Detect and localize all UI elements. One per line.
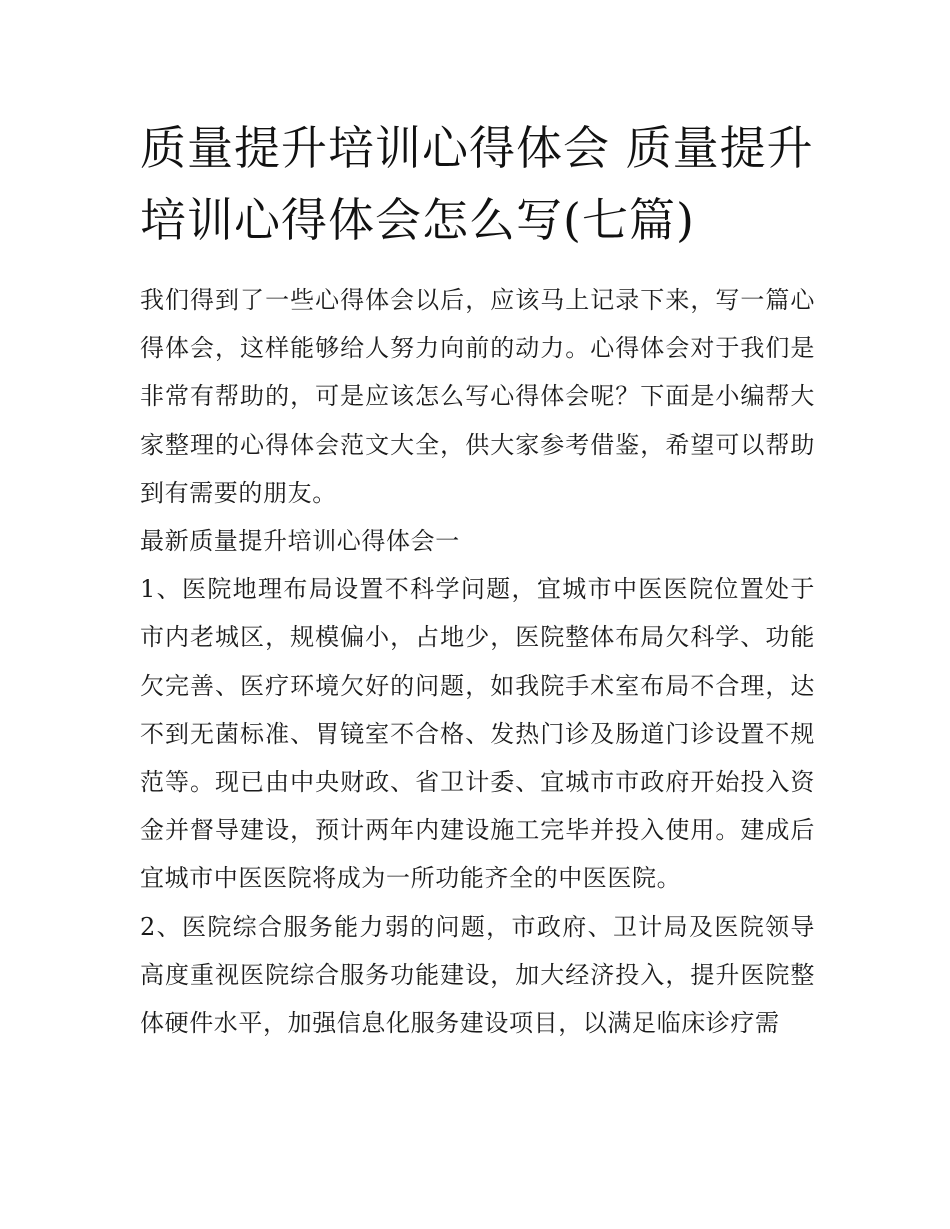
numbered-paragraph-2: 2、医院综合服务能力弱的问题，市政府、卫计局及医院领导高度重视医院综合服务功能建设，加大经济投入，提升医院整体硬件水平，加强信息化服务建设项目，以满足临床诊疗需	[140, 912, 815, 1038]
document-title: 质量提升培训心得体会 质量提升培训心得体会怎么写(七篇)	[140, 121, 814, 247]
document-body	[140, 276, 815, 1047]
section-heading: 最新质量提升培训心得体会一	[140, 527, 460, 556]
numbered-paragraph-1: 1、医院地理布局设置不科学问题，宜城市中医医院位置处于市内老城区，规模偏小，占地少，医院整体布局欠科学、功能欠完善、医疗环境欠好的问题，如我院手术室布局不合理，达不到无菌标准、胃镜室不合格、发热门诊及肠道门诊设置不规范等。现已由中央财政、省卫计委、宜城市市政府开始投入资金并督导建设，预计两年内建设施工完毕并投入使用。建成后宜城市中医医院将成为一所功能齐全的中医医院。	[140, 575, 815, 893]
intro-paragraph: 我们得到了一些心得体会以后，应该马上记录下来，写一篇心得体会，这样能够给人努力向前的动力。心得体会对于我们是非常有帮助的，可是应该怎么写心得体会呢？下面是小编帮大家整理的心得体会范文大全，供大家参考借鉴，希望可以帮助到有需要的朋友。	[140, 286, 815, 507]
